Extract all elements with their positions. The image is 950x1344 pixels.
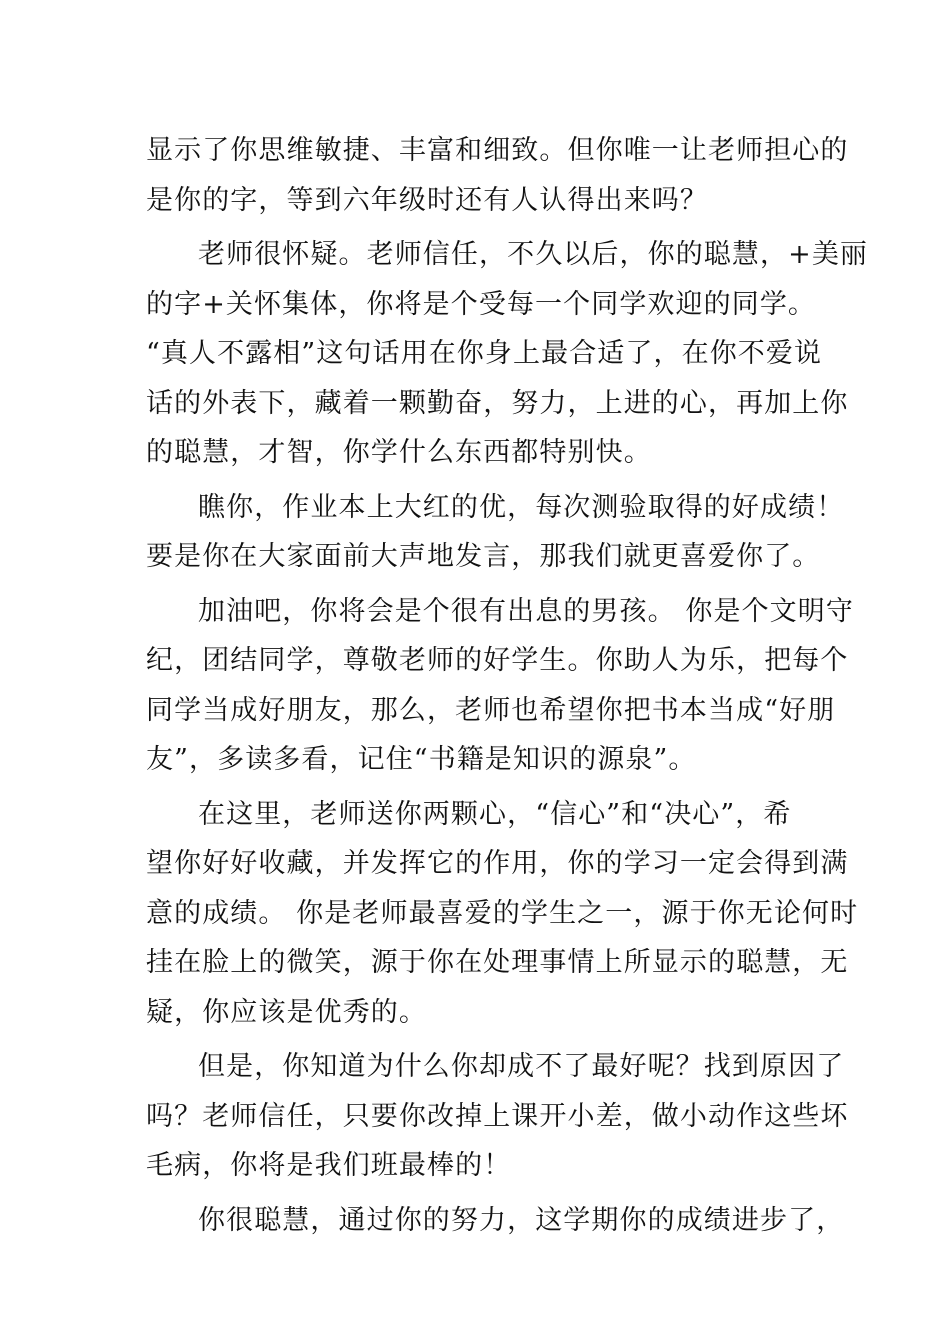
text-line: 的聪慧，才智，你学什么东西都特别快。 [146, 437, 652, 468]
text-line-content: 老师很怀疑。老师信任，不久以后，你的聪慧，+美丽 [198, 239, 869, 270]
text-line: 意的成绩。 你是老师最喜爱的学生之一，源于你无论何时 [146, 897, 859, 929]
paragraph-1 [146, 126, 849, 225]
paragraph-2 [146, 230, 869, 478]
text-line: 纪，团结同学，尊敬老师的好学生。你助人为乐，把每个 [146, 645, 849, 676]
text-line: 友”，多读多看，记住“书籍是知识的源泉”。 [146, 744, 697, 775]
paragraph-4 [146, 587, 854, 785]
text-line: 要是你在大家面前大声地发言，那我们就更喜爱你了。 [146, 541, 821, 572]
text-line-content: 瞧你，作业本上大红的优，每次测验取得的好成绩！ [198, 491, 845, 523]
text-line: 话的外表下，藏着一颗勤奋，努力，上进的心，再加上你 [146, 387, 849, 419]
text-line-content: 加油吧，你将会是个很有出息的男孩。 你是个文明守 [198, 595, 854, 627]
text-line [146, 483, 845, 533]
paragraph-5 [146, 790, 859, 1038]
text-line: 是你的字，等到六年级时还有人认得出来吗？ [146, 184, 708, 216]
text-line [146, 1042, 845, 1092]
text-line [146, 790, 810, 840]
paragraph-3 [146, 483, 845, 582]
text-line: “真人不露相”这句话用在你身上最合适了，在你不爱说 [146, 338, 823, 369]
text-line: 显示了你思维敏捷、丰富和细致。但你唯一让老师担心的 [146, 135, 849, 166]
text-line: 吗？老师信任，只要你改掉上课开小差，做小动作这些坏 [146, 1100, 849, 1132]
text-line: 疑，你应该是优秀的。 [146, 996, 427, 1028]
text-line: 挂在脸上的微笑，源于你在处理事情上所显示的聪慧，无 [146, 947, 849, 978]
text-line: 望你好好收藏，并发挥它的作用，你的学习一定会得到满 [146, 848, 849, 879]
body-text [146, 126, 869, 1250]
paragraph-7 [146, 1196, 845, 1246]
text-line [146, 587, 854, 637]
text-line-content: 但是，你知道为什么你却成不了最好呢？找到原因了 [198, 1051, 845, 1082]
text-line: 毛病，你将是我们班最棒的！ [146, 1150, 512, 1181]
paragraph-6 [146, 1042, 849, 1191]
text-line: 的字+关怀集体，你将是个受每一个同学欢迎的同学。 [146, 288, 817, 320]
text-line-content: 在这里，老师送你两颗心，“信心”和“决心”，希 [198, 798, 792, 830]
text-line [146, 1196, 845, 1246]
text-line: 同学当成好朋友，那么，老师也希望你把书本当成“好朋 [146, 694, 836, 726]
text-line [146, 230, 869, 280]
text-line-content: 你很聪慧，通过你的努力，这学期你的成绩进步了， [198, 1204, 845, 1236]
